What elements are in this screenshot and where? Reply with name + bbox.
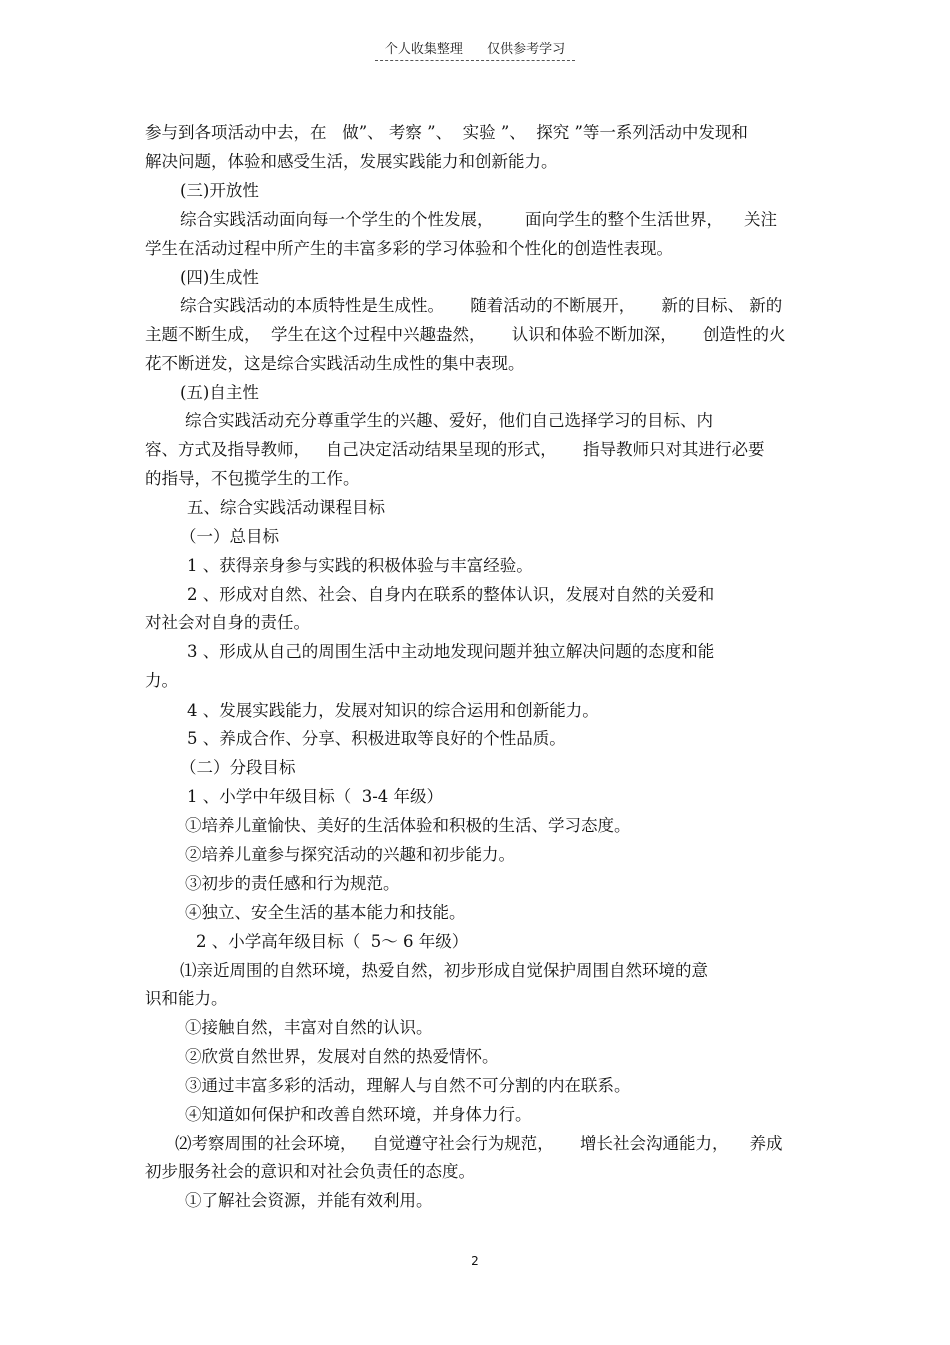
list-item: 2 、形成对自然、社会、自身内在联系的整体认识，发展对自然的关爱和 <box>187 585 715 604</box>
text-line: 力。 <box>145 671 178 690</box>
list-item: ⑵考察周围的社会环境， 自觉遵守社会行为规范， 增长社会沟通能力， 养成 <box>175 1134 783 1153</box>
list-item: 4 、发展实践能力，发展对知识的综合运用和创新能力。 <box>187 701 599 720</box>
list-item: ⑴亲近周围的自然环境，热爱自然，初步形成自觉保护周围自然环境的意 <box>180 961 708 980</box>
page-header <box>0 38 950 61</box>
list-item: 2 、小学高年级目标（ 5～ 6 年级） <box>196 932 469 951</box>
text-line: 解决问题，体验和感受生活，发展实践能力和创新能力。 <box>145 152 558 171</box>
section-heading: (三)开放性 <box>180 181 259 200</box>
section-heading: (四)生成性 <box>180 268 259 287</box>
text-line: 主题不断生成， 学生在这个过程中兴趣盎然， 认识和体验不断加深， 创造性的火 <box>145 325 786 344</box>
text-line: 参与到各项活动中去，在 做”、 考察 ”、 实验 ”、 探究 ”等一系列活动中发现和 <box>145 123 748 142</box>
list-item: 1 、小学中年级目标（ 3-4 年级） <box>187 787 444 806</box>
header-right-text: 仅供参考学习 <box>487 42 566 57</box>
list-item: ③通过丰富多彩的活动，理解人与自然不可分割的内在联系。 <box>185 1076 631 1095</box>
list-item: ④知道如何保护和改善自然环境，并身体力行。 <box>185 1105 532 1124</box>
list-item: ①接触自然，丰富对自然的认识。 <box>185 1018 433 1037</box>
list-item: 1 、获得亲身参与实践的积极体验与丰富经验。 <box>187 556 533 575</box>
header-left-text: 个人收集整理 <box>384 42 463 57</box>
text-line: 对社会对自身的责任。 <box>145 613 310 632</box>
text-line: 综合实践活动面向每一个学生的个性发展， 面向学生的整个生活世界， 关注 <box>180 210 777 229</box>
list-item: ③初步的责任感和行为规范。 <box>185 874 400 893</box>
text-line: 综合实践活动的本质特性是生成性。 随着活动的不断展开， 新的目标、 新的 <box>180 296 783 315</box>
section-heading: 五、综合实践活动课程目标 <box>187 498 385 517</box>
text-line: 学生在活动过程中所产生的丰富多彩的学习体验和个性化的创造性表现。 <box>145 239 673 258</box>
list-item: ②培养儿童参与探究活动的兴趣和初步能力。 <box>185 845 515 864</box>
text-line: 的指导，不包揽学生的工作。 <box>145 469 360 488</box>
page-number: 2 <box>471 1254 479 1268</box>
text-line: 识和能力。 <box>145 989 228 1008</box>
list-item: ②欣赏自然世界，发展对自然的热爱情怀。 <box>185 1047 499 1066</box>
subsection-heading: （二）分段目标 <box>180 758 296 777</box>
page-header-text <box>375 38 575 61</box>
list-item: ①培养儿童愉快、美好的生活体验和积极的生活、学习态度。 <box>185 816 631 835</box>
list-item: 5 、养成合作、分享、积极进取等良好的个性品质。 <box>187 729 566 748</box>
text-line: 容、方式及指导教师， 自己决定活动结果呈现的形式， 指导教师只对其进行必要 <box>145 440 765 459</box>
list-item: 3 、形成从自己的周围生活中主动地发现问题并独立解决问题的态度和能 <box>187 642 715 661</box>
text-line: 综合实践活动充分尊重学生的兴趣、爱好，他们自己选择学习的目标、内 <box>185 411 713 430</box>
subsection-heading: （一）总目标 <box>180 527 279 546</box>
text-line: 花不断迸发，这是综合实践活动生成性的集中表现。 <box>145 354 525 373</box>
text-line: 初步服务社会的意识和对社会负责任的态度。 <box>145 1162 475 1181</box>
section-heading: (五)自主性 <box>180 383 259 402</box>
list-item: ①了解社会资源，并能有效利用。 <box>185 1191 433 1210</box>
list-item: ④独立、安全生活的基本能力和技能。 <box>185 903 466 922</box>
